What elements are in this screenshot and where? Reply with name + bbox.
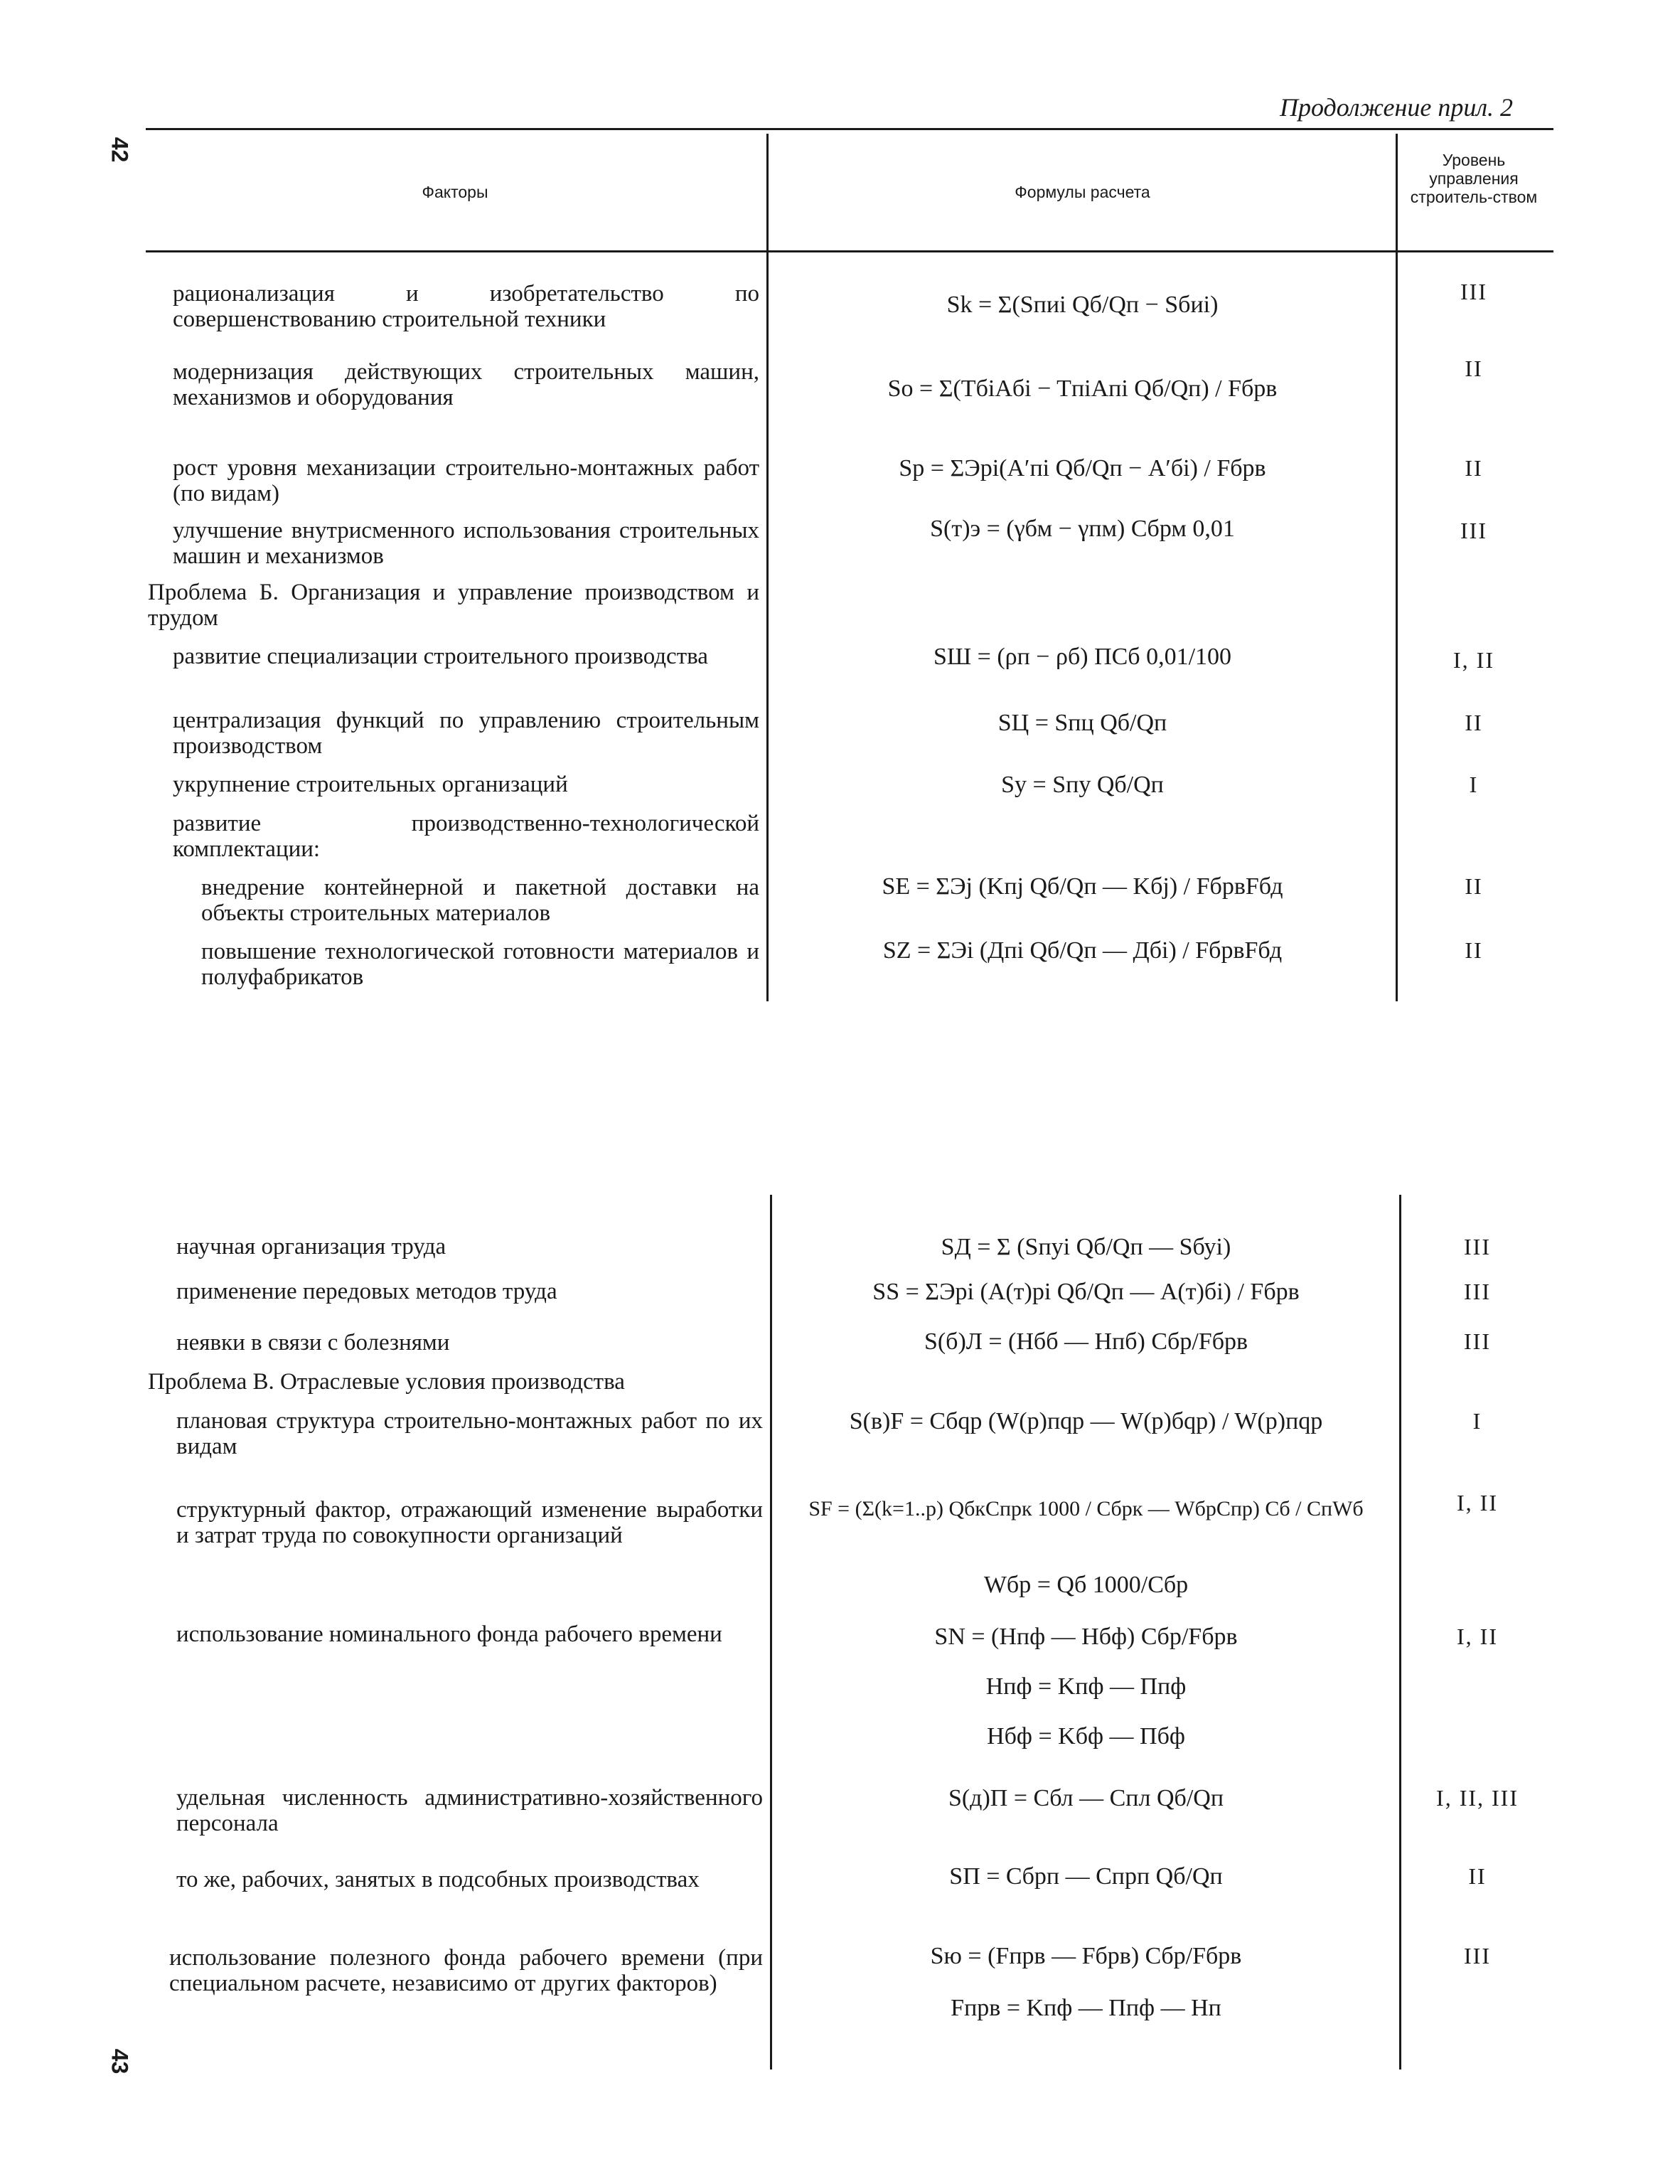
level-value: I — [1472, 1408, 1482, 1434]
problem-heading: Проблема Б. Организация и управление производством и трудом — [148, 580, 759, 631]
level-value: I — [1469, 772, 1479, 797]
formula-secondary: Fпрв = Kпф — Ппф — Hп — [951, 1995, 1221, 2021]
level-value: II — [1465, 455, 1483, 481]
formula: So = Σ(TбiAбi − TпiAпi Qб/Qп) / Fбрв — [887, 375, 1278, 402]
formula: SЦ = Sпц Qб/Qп — [997, 710, 1167, 736]
formula: Sу = Sпу Qб/Qп — [1001, 772, 1164, 798]
factor-text: плановая структура строительно-монтажных работ по их видам — [176, 1408, 763, 1459]
header-bottom-rule — [146, 250, 1553, 252]
formula: SШ = (ρп − ρб) ПCб 0,01/100 — [933, 644, 1232, 670]
header-formulas: Формулы расчета — [1015, 183, 1150, 201]
factor-text: научная организация труда — [176, 1234, 446, 1259]
level-value: I, II — [1457, 1490, 1498, 1516]
col-divider-2-bottom — [1399, 1195, 1401, 2070]
col-divider-2-top — [1396, 134, 1398, 1001]
factor-text: улучшение внутрисменного использования строительных машин и механизмов — [173, 518, 759, 569]
formula-secondary: Hпф = Kпф — Ппф — [985, 1673, 1187, 1700]
formula-secondary: Wбр = Qб 1000/Cбр — [983, 1572, 1189, 1598]
formula: SF = (Σ(k=1..p) QбкCпрк 1000 / Cбрк — WбрCпр) Cб / CпWб — [808, 1497, 1364, 1520]
factor-text: развитие производственно-технологической комплектации: — [173, 811, 759, 862]
level-value: II — [1468, 1863, 1487, 1889]
formula: SN = (Hпф — Hбф) Cбр/Fбрв — [934, 1624, 1238, 1650]
factor-text: развитие специализации строительного производства — [173, 644, 708, 669]
factor-text: модернизация действующих строительных машин, механизмов и оборудования — [173, 359, 759, 410]
formula: Sp = ΣЭpi(A′пi Qб/Qп − A′бi) / Fбрв — [899, 455, 1266, 481]
header-factors: Факторы — [422, 183, 488, 201]
factor-text: удельная численность административно-хозяйственного персонала — [176, 1785, 763, 1836]
formula: S(д)П = Cбл — Cпл Qб/Qп — [948, 1785, 1224, 1811]
level-value: III — [1460, 279, 1487, 304]
level-value: III — [1464, 1328, 1491, 1354]
factor-text: структурный фактор, отражающий изменение выработки и затрат труда по совокупности организаций — [176, 1497, 763, 1548]
factor-text: централизация функций по управлению строительным производством — [173, 708, 759, 759]
factor-text: использование номинального фонда рабочего времени — [176, 1621, 722, 1647]
formula: Sю = (Fпрв — Fбрв) Cбр/Fбрв — [930, 1943, 1242, 1969]
page-number-bottom: 43 — [107, 2048, 133, 2074]
formula: SД = Σ (Sпуi Qб/Qп — Sбуi) — [941, 1234, 1231, 1260]
factor-text: укрупнение строительных организаций — [173, 772, 568, 797]
level-value: II — [1465, 710, 1483, 735]
header-level: Уровень управления строитель-ством — [1410, 151, 1538, 206]
col-divider-1-top — [766, 134, 769, 1001]
col-divider-1-bottom — [770, 1195, 772, 2070]
factor-text: неявки в связи с болезнями — [176, 1330, 450, 1355]
factor-text-indented: внедрение контейнерной и пакетной доставки на объекты строительных материалов — [201, 875, 759, 926]
level-value: II — [1465, 937, 1483, 963]
level-value: III — [1464, 1234, 1491, 1259]
formula: S(т)э = (γбм − γпм) Cбрм 0,01 — [930, 516, 1235, 542]
level-value: I, II — [1453, 647, 1494, 673]
level-value: I, II, III — [1436, 1785, 1519, 1811]
level-value: I, II — [1457, 1624, 1498, 1649]
problem-heading: Проблема В. Отраслевые условия производства — [148, 1369, 625, 1395]
factor-text: рост уровня механизации строительно-монтажных работ (по видам) — [173, 455, 759, 506]
factor-text: то же, рабочих, занятых в подсобных производствах — [176, 1867, 700, 1892]
level-value: III — [1460, 518, 1487, 543]
continuation-label: Продолжение прил. 2 — [1280, 93, 1514, 122]
formula: Sk = Σ(Sпиi Qб/Qп − Sбиi) — [946, 292, 1219, 318]
factor-text: использование полезного фонда рабочего времени (при специальном расчете, независимо от других факторов) — [169, 1945, 763, 1996]
level-value: III — [1464, 1943, 1491, 1969]
level-value: II — [1465, 873, 1483, 899]
factor-text: рационализация и изобретательство по совершенствованию строительной техники — [173, 281, 759, 332]
factor-text: применение передовых методов труда — [176, 1279, 557, 1304]
formula: S(в)F = Cбqр (W(р)пqр — W(р)бqр) / W(р)пqр — [849, 1408, 1323, 1434]
level-value: III — [1464, 1279, 1491, 1304]
formula: SZ = ΣЭi (Дпi Qб/Qп — Дбi) / FбрвFбд — [882, 937, 1283, 964]
formula: SE = ΣЭj (Kпj Qб/Qп — Kбj) / FбрвFбд — [882, 873, 1283, 900]
level-value: II — [1465, 356, 1483, 381]
page-number-top: 42 — [107, 137, 133, 163]
formula-tertiary: Hбф = Kбф — Пбф — [987, 1723, 1185, 1749]
formula: S(б)Л = (Hбб — Hпб) Cбр/Fбрв — [924, 1328, 1248, 1355]
formula: SП = Cбрп — Cпрп Qб/Qп — [949, 1863, 1223, 1890]
header-top-rule — [146, 128, 1553, 130]
formula: SS = ΣЭpi (A(т)pi Qб/Qп — A(т)бi) / Fбрв — [872, 1279, 1300, 1305]
factor-text-indented: повышение технологической готовности материалов и полуфабрикатов — [201, 939, 759, 990]
